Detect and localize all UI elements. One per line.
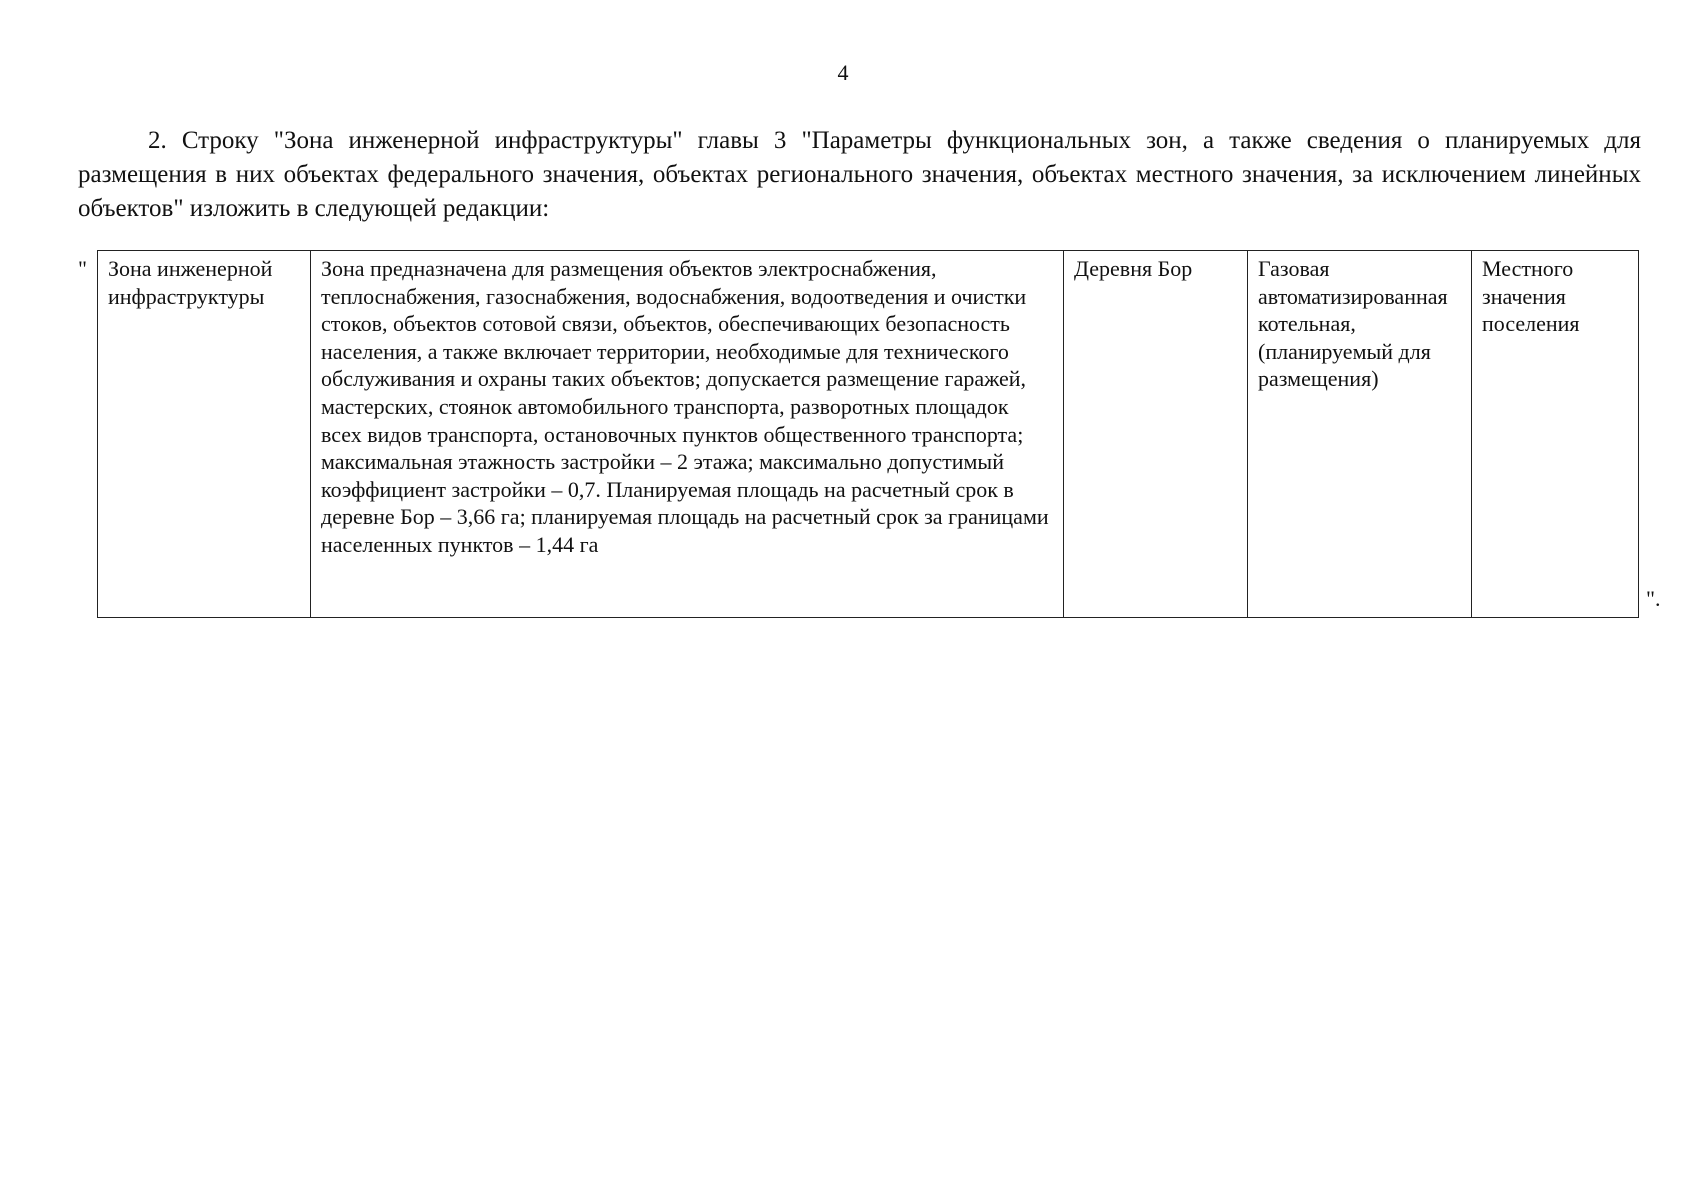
zone-description-cell: Зона предназначена для размещения объектов электроснабжения, теплоснабжения, газоснабжения, водоснабжения, водоотведения и очистки стоков, объектов сотовой связи, объектов, обеспечивающих безопасность населения, а также включает территории, необходимые для технического обслуживания и охраны таких объектов; допускается размещение гаражей, мастерских, стоянок автомобильного транспорта, разворотных площадок всех видов транспорта, остановочных пунктов общественного транспорта; максимальная этажность застройки – 2 этажа; максимально допустимый коэффициент застройки – 0,7. Планируемая площадь на расчетный срок в деревне Бор – 3,66 га; планируемая площадь на расчетный срок за границами населенных пунктов – 1,44 га: [311, 251, 1064, 618]
page-number: 4: [837, 60, 849, 85]
amendment-paragraph: 2. Строку "Зона инженерной инфраструктуры" главы 3 "Параметры функциональных зон, а также сведения о планируемых для размещения в них объектах федерального значения, объектах регионального значения, объектах местного значения, за исключением линейных объектов" изложить в следующей редакции:: [78, 127, 1641, 222]
closing-quote: ".: [1646, 586, 1661, 611]
zone-name-cell: Зона инженерной инфраструктуры: [98, 251, 311, 618]
zone-parameters-table: [97, 250, 1639, 618]
opening-quote: ": [78, 256, 87, 281]
table-row: [98, 251, 1639, 618]
zone-location-cell: Деревня Бор: [1064, 251, 1248, 618]
planned-object-cell: Газовая автоматизированная котельная, (планируемый для размещения): [1248, 251, 1472, 618]
significance-cell: Местного значения поселения: [1472, 251, 1639, 618]
